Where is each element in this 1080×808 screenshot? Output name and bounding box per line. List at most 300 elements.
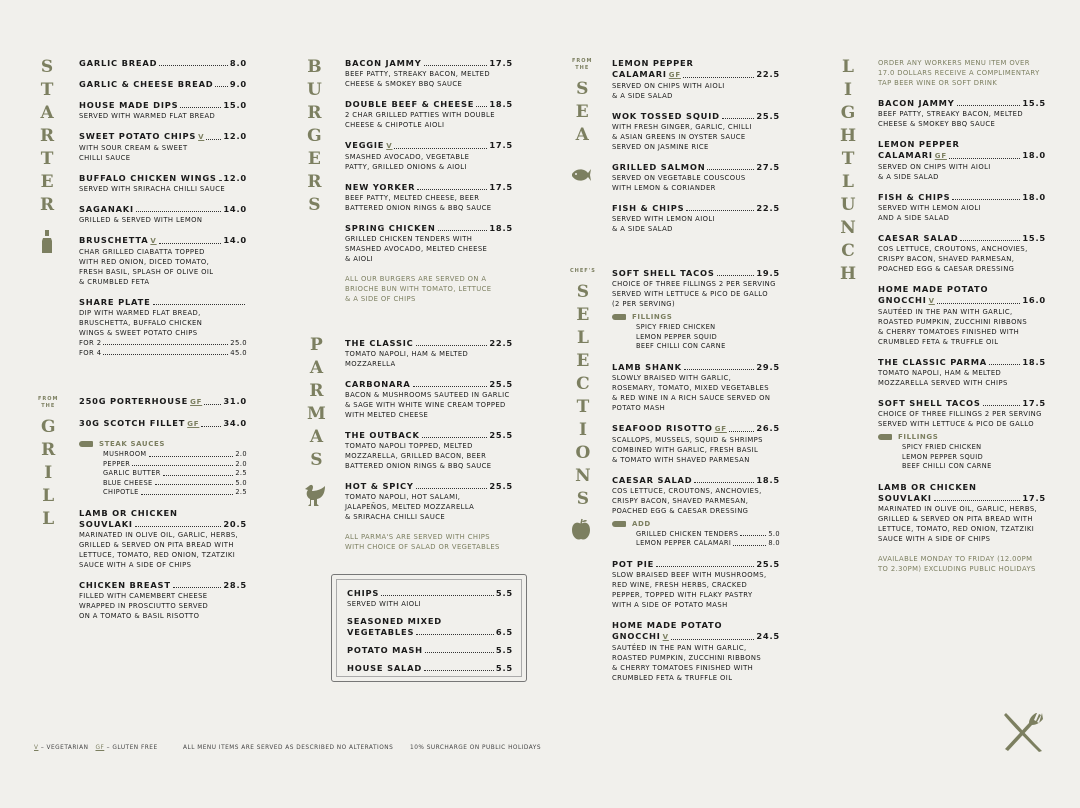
menu-item-name: THE OUTBACK xyxy=(345,430,420,440)
section-letter: A xyxy=(575,125,589,145)
menu-item-description: TOMATO NAPOLI, HOT SALAMI, xyxy=(345,493,461,501)
dot-leader xyxy=(153,297,245,305)
burgers-column xyxy=(345,58,513,314)
dot-leader xyxy=(149,450,234,457)
menu-item xyxy=(878,98,1046,129)
menu-item xyxy=(878,482,1046,544)
menu-item-price: 22.5 xyxy=(756,69,780,79)
menu-item-name: DOUBLE BEEF & CHEESE xyxy=(345,99,475,109)
dot-leader xyxy=(173,580,222,588)
menu-item-name: GNOCCHI V xyxy=(612,630,669,641)
menu-item-name: CHICKEN BREAST xyxy=(79,579,171,590)
sub-list-row xyxy=(103,460,247,470)
menu-item-description: SAUCE WITH A SIDE OF CHIPS xyxy=(878,534,991,543)
section-letter: G xyxy=(840,103,856,123)
menu-item-description: WITH MELTED CHEESE xyxy=(345,411,429,419)
menu-item-name-row xyxy=(79,173,247,184)
menu-item-description: BATTERED ONION RINGS & BBQ SAUCE xyxy=(345,462,492,470)
menu-note-line: TAP BEER WINE OR SOFT DRINK xyxy=(878,79,998,87)
menu-item-price: 26.5 xyxy=(756,422,780,433)
menu-item xyxy=(878,398,1046,429)
menu-item-name: SEASONED MIXED xyxy=(347,616,442,626)
menu-item-description: CHOICE OF THREE FILLINGS 2 PER SERVING xyxy=(612,280,776,288)
sub-list xyxy=(878,433,1046,472)
sub-list-heading xyxy=(612,313,780,321)
dot-leader xyxy=(683,69,754,78)
sub-list-label: CHIPOTLE xyxy=(103,488,139,497)
sub-list-price: 8.0 xyxy=(768,539,780,548)
menu-item-description: CHEESE & SMOKEY BBQ SAUCE xyxy=(345,80,463,88)
menu-item-name-row xyxy=(345,182,513,193)
menu-item-description: POACHED EGG & CAESAR DRESSING xyxy=(878,265,1015,273)
menu-item-name: SHARE PLATE xyxy=(79,297,151,307)
dot-leader xyxy=(671,631,754,640)
menu-item-price: 25.5 xyxy=(489,379,513,389)
menu-item xyxy=(612,111,780,152)
sub-list-label: GARLIC BUTTER xyxy=(103,469,161,478)
menu-item-name: SOUVLAKI xyxy=(79,518,133,529)
dot-leader xyxy=(656,559,754,567)
option-label: FOR 4 xyxy=(79,349,102,357)
sub-list xyxy=(612,520,780,549)
menu-item-description: & A SIDE SALAD xyxy=(612,225,673,233)
menu-item-description: WITH SOUR CREAM & SWEET xyxy=(79,144,188,152)
menu-item-description: SERVED WITH SRIRACHA CHILLI SAUCE xyxy=(79,185,226,193)
menu-item-price: 17.5 xyxy=(489,58,513,68)
menu-item-description: BRUSCHETTA, BUFFALO CHICKEN xyxy=(79,319,203,327)
menu-item-description: CRISPY BACON, SHAVED PARMESAN, xyxy=(612,496,749,505)
menu-item-name: SOUVLAKI xyxy=(878,492,932,503)
diet-tag: GF xyxy=(187,420,200,428)
dot-leader xyxy=(424,58,488,66)
menu-item-price: 24.5 xyxy=(756,630,780,641)
menu-item-price: 6.5 xyxy=(495,627,513,637)
menu-item-description: SERVED WITH LEMON AIOLI xyxy=(612,215,715,223)
menu-item-name-row xyxy=(878,357,1046,368)
menu-item-description: MOZZARELLA xyxy=(345,360,396,368)
menu-item-name: FISH & CHIPS xyxy=(612,203,685,213)
menu-item-name-row xyxy=(79,100,247,111)
menu-item-description: BEEF PATTY, MELTED CHEESE, BEER xyxy=(345,194,480,202)
menu-item-name-row xyxy=(345,481,513,492)
menu-item-description: 2 CHAR GRILLED PATTIES WITH DOUBLE xyxy=(345,111,495,119)
menu-item xyxy=(79,418,247,430)
sub-list-label: GRILLED CHICKEN TENDERS xyxy=(636,529,739,538)
menu-item-description: GRILLED & SERVED ON PITA BREAD WITH xyxy=(878,514,1033,523)
section-letter: H xyxy=(840,126,857,146)
sub-list-price: 2.5 xyxy=(235,469,247,478)
menu-item-description: CHOICE OF THREE FILLINGS 2 PER SERVING xyxy=(878,410,1042,418)
sub-list-entry: LEMON PEPPER SQUID xyxy=(902,452,984,461)
menu-item-description: PATTY, GRILLED ONIONS & AIOLI xyxy=(345,163,467,171)
share-plate-option xyxy=(79,338,247,348)
menu-item-name: LAMB OR CHICKEN xyxy=(878,481,977,492)
dot-leader xyxy=(416,338,488,346)
section-letter: R xyxy=(40,126,55,146)
section-title-starter xyxy=(40,56,54,217)
menu-item-name: SPRING CHICKEN xyxy=(345,223,436,233)
footer-legend xyxy=(34,745,158,751)
menu-item-name: CARBONARA xyxy=(345,379,411,389)
menu-item-name: HOUSE MADE DIPS xyxy=(79,100,179,110)
dot-leader xyxy=(103,348,228,355)
menu-item xyxy=(345,182,513,213)
diet-tag: V xyxy=(662,632,669,641)
menu-item-price: 22.5 xyxy=(756,203,780,213)
sub-list-row xyxy=(103,488,247,498)
menu-item-description: SMASHED AVOCADO, MELTED CHEESE xyxy=(345,245,488,253)
sides-box xyxy=(331,574,527,682)
menu-item-description: JALAPEÑOS, MELTED MOZZARELLA xyxy=(345,503,475,511)
dot-leader xyxy=(132,460,233,467)
menu-item-name: GNOCCHI V xyxy=(878,295,935,305)
menu-item-price: 18.0 xyxy=(1022,150,1046,160)
menu-item-description: SAUTÉED IN THE PAN WITH GARLIC, xyxy=(612,643,747,652)
menu-item-description: & A SIDE SALAD xyxy=(878,173,939,181)
menu-item-description: & AIOLI xyxy=(345,255,374,263)
menu-item-description: SERVED WITH AIOLI xyxy=(347,600,422,608)
menu-note-line: ORDER ANY WORKERS MENU ITEM OVER xyxy=(878,59,1030,67)
menu-item-name: CALAMARI GF xyxy=(612,69,681,79)
sub-list-row xyxy=(636,539,780,549)
menu-item xyxy=(79,79,247,90)
menu-item-name: HOME MADE POTATO xyxy=(878,284,989,294)
menu-item-description: DIP WITH WARMED FLAT BREAD, xyxy=(79,309,201,317)
menu-item-description: & A SIDE SALAD xyxy=(612,92,673,100)
dot-leader xyxy=(952,192,1020,200)
menu-item-name-row xyxy=(612,111,780,122)
menu-item-description: BEEF PATTY, STREAKY BACON, MELTED xyxy=(878,110,1024,118)
menu-item-name-row xyxy=(347,645,513,656)
menu-item-description: MOZZARELLA, GRILLED BACON, BEER xyxy=(345,452,487,460)
menu-item-name-row xyxy=(345,338,513,349)
section-letter: E xyxy=(40,172,54,192)
menu-item-name: GRILLED SALMON xyxy=(612,162,706,172)
section-prefix: THE xyxy=(41,403,56,409)
menu-item-name-row xyxy=(878,295,1046,307)
option-price: 25.0 xyxy=(230,339,247,347)
menu-item-name: LAMB OR CHICKEN xyxy=(79,507,178,518)
menu-note-line: AVAILABLE MONDAY TO FRIDAY (12.00PM xyxy=(878,554,1033,563)
menu-note xyxy=(878,58,1046,88)
menu-item-name-row xyxy=(79,79,247,90)
menu-item xyxy=(347,663,513,674)
menu-item-name: BACON JAMMY xyxy=(345,58,422,68)
section-letter: I xyxy=(44,463,53,483)
menu-item-description: LETTUCE, TOMATO, RED ONION, TZATZIKI xyxy=(878,524,1035,533)
dot-leader xyxy=(416,627,494,635)
menu-note-line: & A SIDE OF CHIPS xyxy=(345,295,416,303)
menu-item-name-row xyxy=(79,519,247,530)
sub-list-label: MUSHROOM xyxy=(103,450,147,458)
dot-leader xyxy=(416,481,488,489)
section-title-parmas xyxy=(307,334,326,472)
sub-list-title: FILLINGS xyxy=(898,433,939,441)
menu-item xyxy=(612,362,780,413)
menu-item-name-row xyxy=(878,192,1046,203)
section-letter: R xyxy=(40,195,55,215)
menu-item-name: HOT & SPICY xyxy=(345,481,414,491)
menu-item-name-row xyxy=(612,631,780,643)
section-letter: T xyxy=(576,397,590,417)
menu-item xyxy=(79,396,247,408)
sub-list xyxy=(79,440,247,498)
dot-leader xyxy=(686,203,754,211)
menu-item xyxy=(878,233,1046,274)
menu-item-name-row xyxy=(79,131,247,143)
menu-item xyxy=(612,58,780,101)
sub-list xyxy=(612,313,780,352)
dot-leader xyxy=(425,645,494,653)
menu-note xyxy=(345,274,513,304)
menu-item-name: BACON JAMMY xyxy=(878,98,955,108)
dot-leader xyxy=(215,79,227,87)
menu-item xyxy=(79,508,247,570)
section-letter: E xyxy=(576,351,590,371)
menu-item-description: COS LETTUCE, CROUTONS, ANCHOVIES, xyxy=(878,245,1028,253)
menu-item xyxy=(612,162,780,193)
section-letter: A xyxy=(309,358,324,378)
section-letter: L xyxy=(42,509,55,529)
diet-tag: V xyxy=(150,237,157,245)
menu-item xyxy=(878,139,1046,182)
chicken-icon xyxy=(303,482,327,508)
dot-leader xyxy=(684,362,754,370)
menu-item-description: & RED WINE IN A RICH SAUCE SERVED ON xyxy=(612,393,771,402)
section-letter: G xyxy=(40,417,56,437)
menu-item-description: COMBINED WITH GARLIC, FRESH BASIL xyxy=(612,445,759,454)
menu-item-description: COS LETTUCE, CROUTONS, ANCHOVIES, xyxy=(612,486,762,495)
section-title-selections xyxy=(570,268,596,511)
dot-leader xyxy=(424,663,494,671)
section-letter: T xyxy=(40,149,54,169)
menu-item xyxy=(345,430,513,471)
menu-item-name: SAGANAKI xyxy=(79,204,134,214)
menu-item-name: LEMON PEPPER xyxy=(878,139,960,149)
section-letter: S xyxy=(40,57,54,77)
menu-item xyxy=(79,58,247,69)
menu-item xyxy=(612,423,780,465)
menu-item-price: 12.0 xyxy=(223,131,247,141)
menu-item-name-row xyxy=(612,362,780,373)
dot-leader xyxy=(159,235,222,244)
menu-item-price: 18.5 xyxy=(1022,357,1046,367)
section-letter: L xyxy=(42,486,55,506)
menu-item-price: 31.0 xyxy=(223,396,247,406)
menu-item-name: NEW YORKER xyxy=(345,182,416,192)
menu-item-description: LETTUCE, TOMATO, RED ONION, TZATZIKI xyxy=(79,550,236,559)
menu-item-name: BRUSCHETTA V xyxy=(79,235,157,245)
menu-item-price: 29.5 xyxy=(756,361,780,372)
diet-tag: V xyxy=(928,297,935,305)
section-letter: T xyxy=(40,80,54,100)
menu-item xyxy=(79,235,247,287)
starter-column xyxy=(79,58,247,368)
menu-item-name-row xyxy=(878,233,1046,244)
sub-list-entry: SPICY FRIED CHICKEN xyxy=(902,443,982,451)
menu-item-name: VEGGIE V xyxy=(345,140,393,150)
menu-note-line: TO 2.30PM) EXCLUDING PUBLIC HOLIDAYS xyxy=(878,564,1036,573)
footer-note-surcharge: 10% SURCHARGE ON PUBLIC HOLIDAYS xyxy=(410,745,542,751)
menu-item-name: POT PIE xyxy=(612,558,655,569)
sub-list-row xyxy=(103,479,247,489)
menu-item-price: 25.5 xyxy=(756,558,780,569)
menu-item xyxy=(347,616,513,638)
menu-item-name-row xyxy=(878,493,1046,504)
section-prefix: FROM xyxy=(572,58,593,64)
menu-item-name-row xyxy=(79,58,247,69)
sub-list-row xyxy=(103,450,247,460)
menu-item-price: 17.5 xyxy=(489,140,513,150)
sub-list-price: 2.0 xyxy=(235,450,247,458)
dot-leader xyxy=(989,357,1020,365)
menu-item-description: BACON & MUSHROOMS SAUTEED IN GARLIC xyxy=(345,391,510,399)
grill-column xyxy=(79,396,247,631)
menu-item-name-row xyxy=(345,140,513,152)
dot-leader xyxy=(729,423,755,432)
diet-tag: GF xyxy=(714,424,727,433)
dot-leader xyxy=(740,530,766,537)
sub-list-label: BLUE CHEESE xyxy=(103,478,153,487)
dot-leader xyxy=(707,162,754,170)
dot-leader xyxy=(417,182,487,190)
menu-item-price: 15.0 xyxy=(223,100,247,110)
option-label: FOR 2 xyxy=(79,339,102,347)
dot-leader xyxy=(438,223,488,231)
menu-item-description: SLOW BRAISED BEEF WITH MUSHROOMS, xyxy=(612,570,767,579)
section-title-sea xyxy=(572,58,593,147)
menu-item-name: CHIPS xyxy=(347,588,380,598)
menu-item-price: 5.5 xyxy=(495,645,513,655)
menu-item xyxy=(345,481,513,522)
menu-item-description: & CHERRY TOMATOES FINISHED WITH xyxy=(878,328,1020,336)
menu-item-description: SERVED WITH LEMON AIOLI xyxy=(878,204,981,212)
section-letter: S xyxy=(576,282,590,302)
menu-item-description: WITH RED ONION, DICED TOMATO, xyxy=(79,258,210,266)
menu-item-description: SCALLOPS, MUSSELS, SQUID & SHRIMPS xyxy=(612,435,763,444)
menu-item-description: CHAR GRILLED CIABATTA TOPPED xyxy=(79,248,205,256)
menu-item-description: POACHED EGG & CAESAR DRESSING xyxy=(612,506,749,515)
menu-item-description: MOZZARELLA SERVED WITH CHIPS xyxy=(878,379,1008,387)
menu-item-description: SERVED ON VEGETABLE COUSCOUS xyxy=(612,174,746,182)
menu-item-name: CAESAR SALAD xyxy=(612,474,693,485)
menu-item-name-row xyxy=(347,663,513,674)
pointing-hand-icon xyxy=(612,314,626,320)
pointing-hand-icon xyxy=(79,441,93,447)
section-letter: A xyxy=(309,427,324,447)
menu-item-description: GRILLED & SERVED ON PITA BREAD WITH xyxy=(79,540,234,549)
section-letter: B xyxy=(307,57,322,77)
menu-item-description: GRILLED & SERVED WITH LEMON xyxy=(79,216,203,224)
menu-item-description: MARINATED IN OLIVE OIL, GARLIC, HERBS, xyxy=(878,504,1038,513)
menu-item-price: 14.0 xyxy=(223,204,247,214)
menu-item-description: WITH FRESH GINGER, GARLIC, CHILLI xyxy=(612,123,752,131)
section-letter: H xyxy=(840,264,857,284)
menu-item-description: SERVED ON CHIPS WITH AIOLI xyxy=(612,82,725,90)
section-letter: N xyxy=(840,218,856,238)
menu-note xyxy=(878,554,1046,574)
sub-list-label: PEPPER xyxy=(103,459,131,468)
menu-note-line: BRIOCHE BUN WITH TOMATO, LETTUCE xyxy=(345,285,492,293)
menu-item-description: WITH LEMON & CORIANDER xyxy=(612,184,716,192)
menu-item-name: 250G PORTERHOUSE GF xyxy=(79,396,203,406)
menu-item-price: 19.5 xyxy=(756,268,780,278)
sub-list-entry: LEMON PEPPER SQUID xyxy=(636,332,718,341)
dot-leader xyxy=(937,295,1020,304)
pointing-hand-icon xyxy=(612,521,626,527)
menu-item-name-row xyxy=(612,162,780,173)
menu-item xyxy=(612,620,780,683)
menu-item xyxy=(79,204,247,225)
share-plate-option xyxy=(79,348,247,358)
menu-item-description: SMASHED AVOCADO, VEGETABLE xyxy=(345,153,470,161)
section-letter: U xyxy=(307,80,322,100)
section-letter: R xyxy=(309,381,324,401)
dot-leader xyxy=(717,268,755,276)
menu-item-description: SERVED WITH LETTUCE & PICO DE GALLO xyxy=(878,420,1034,428)
menu-note xyxy=(345,532,513,552)
section-letter: P xyxy=(310,335,323,355)
menu-item-price: 18.5 xyxy=(489,223,513,233)
dot-leader xyxy=(960,233,1020,241)
menu-item-description: SLOWLY BRAISED WITH GARLIC, xyxy=(612,373,732,382)
menu-item-name-row xyxy=(79,297,247,308)
menu-item-description: ON A TOMATO & BASIL RISOTTO xyxy=(79,611,200,620)
menu-item-name: SEAFOOD RISOTTO GF xyxy=(612,422,727,433)
menu-item xyxy=(878,284,1046,347)
section-letter: S xyxy=(308,195,321,215)
menu-item xyxy=(347,645,513,656)
menu-item-name: VEGETABLES xyxy=(347,627,415,637)
gf-text: – GLUTEN FREE xyxy=(106,745,158,751)
menu-item-name-row xyxy=(345,58,513,69)
dot-leader xyxy=(136,204,221,212)
section-letter: A xyxy=(40,103,54,123)
section-letter: E xyxy=(575,102,589,122)
menu-item xyxy=(79,580,247,621)
menu-item-description: CRISPY BACON, SHAVED PARMESAN, xyxy=(878,255,1015,263)
menu-item xyxy=(345,58,513,89)
dot-leader xyxy=(422,430,488,438)
menu-item-price: 18.0 xyxy=(1022,192,1046,202)
menu-item-name: POTATO MASH xyxy=(347,645,423,655)
sea-column xyxy=(612,58,780,244)
dot-leader xyxy=(476,99,487,107)
menu-item-name-row xyxy=(79,396,247,408)
dot-leader xyxy=(722,111,755,119)
dot-leader xyxy=(413,379,488,387)
menu-item-description: TOMATO NAPOLI, HAM & MELTED xyxy=(878,369,1002,377)
diet-tag: V xyxy=(386,142,393,150)
section-letter: U xyxy=(840,195,856,215)
menu-item-name-row xyxy=(347,627,513,638)
diet-tag: V xyxy=(198,133,205,141)
menu-item-description: TOMATO NAPOLI TOPPED, MELTED xyxy=(345,442,473,450)
menu-item-description: POTATO MASH xyxy=(612,403,666,412)
menu-item xyxy=(345,140,513,172)
dot-leader xyxy=(180,100,221,108)
menu-item-name-row xyxy=(79,235,247,247)
section-prefix: CHEF'S xyxy=(570,268,596,274)
menu-item-name-row xyxy=(878,98,1046,109)
sub-list-heading xyxy=(878,433,1046,441)
menu-item-name: CALAMARI GF xyxy=(878,150,947,160)
dot-leader xyxy=(201,418,221,427)
menu-item-description: & ASIAN GREENS IN OYSTER SAUCE xyxy=(612,133,746,141)
menu-item-name: SOFT SHELL TACOS xyxy=(878,398,981,408)
veg-text: – VEGETARIAN xyxy=(40,745,89,751)
menu-item-description: & SRIRACHA CHILLI SAUCE xyxy=(345,513,446,521)
